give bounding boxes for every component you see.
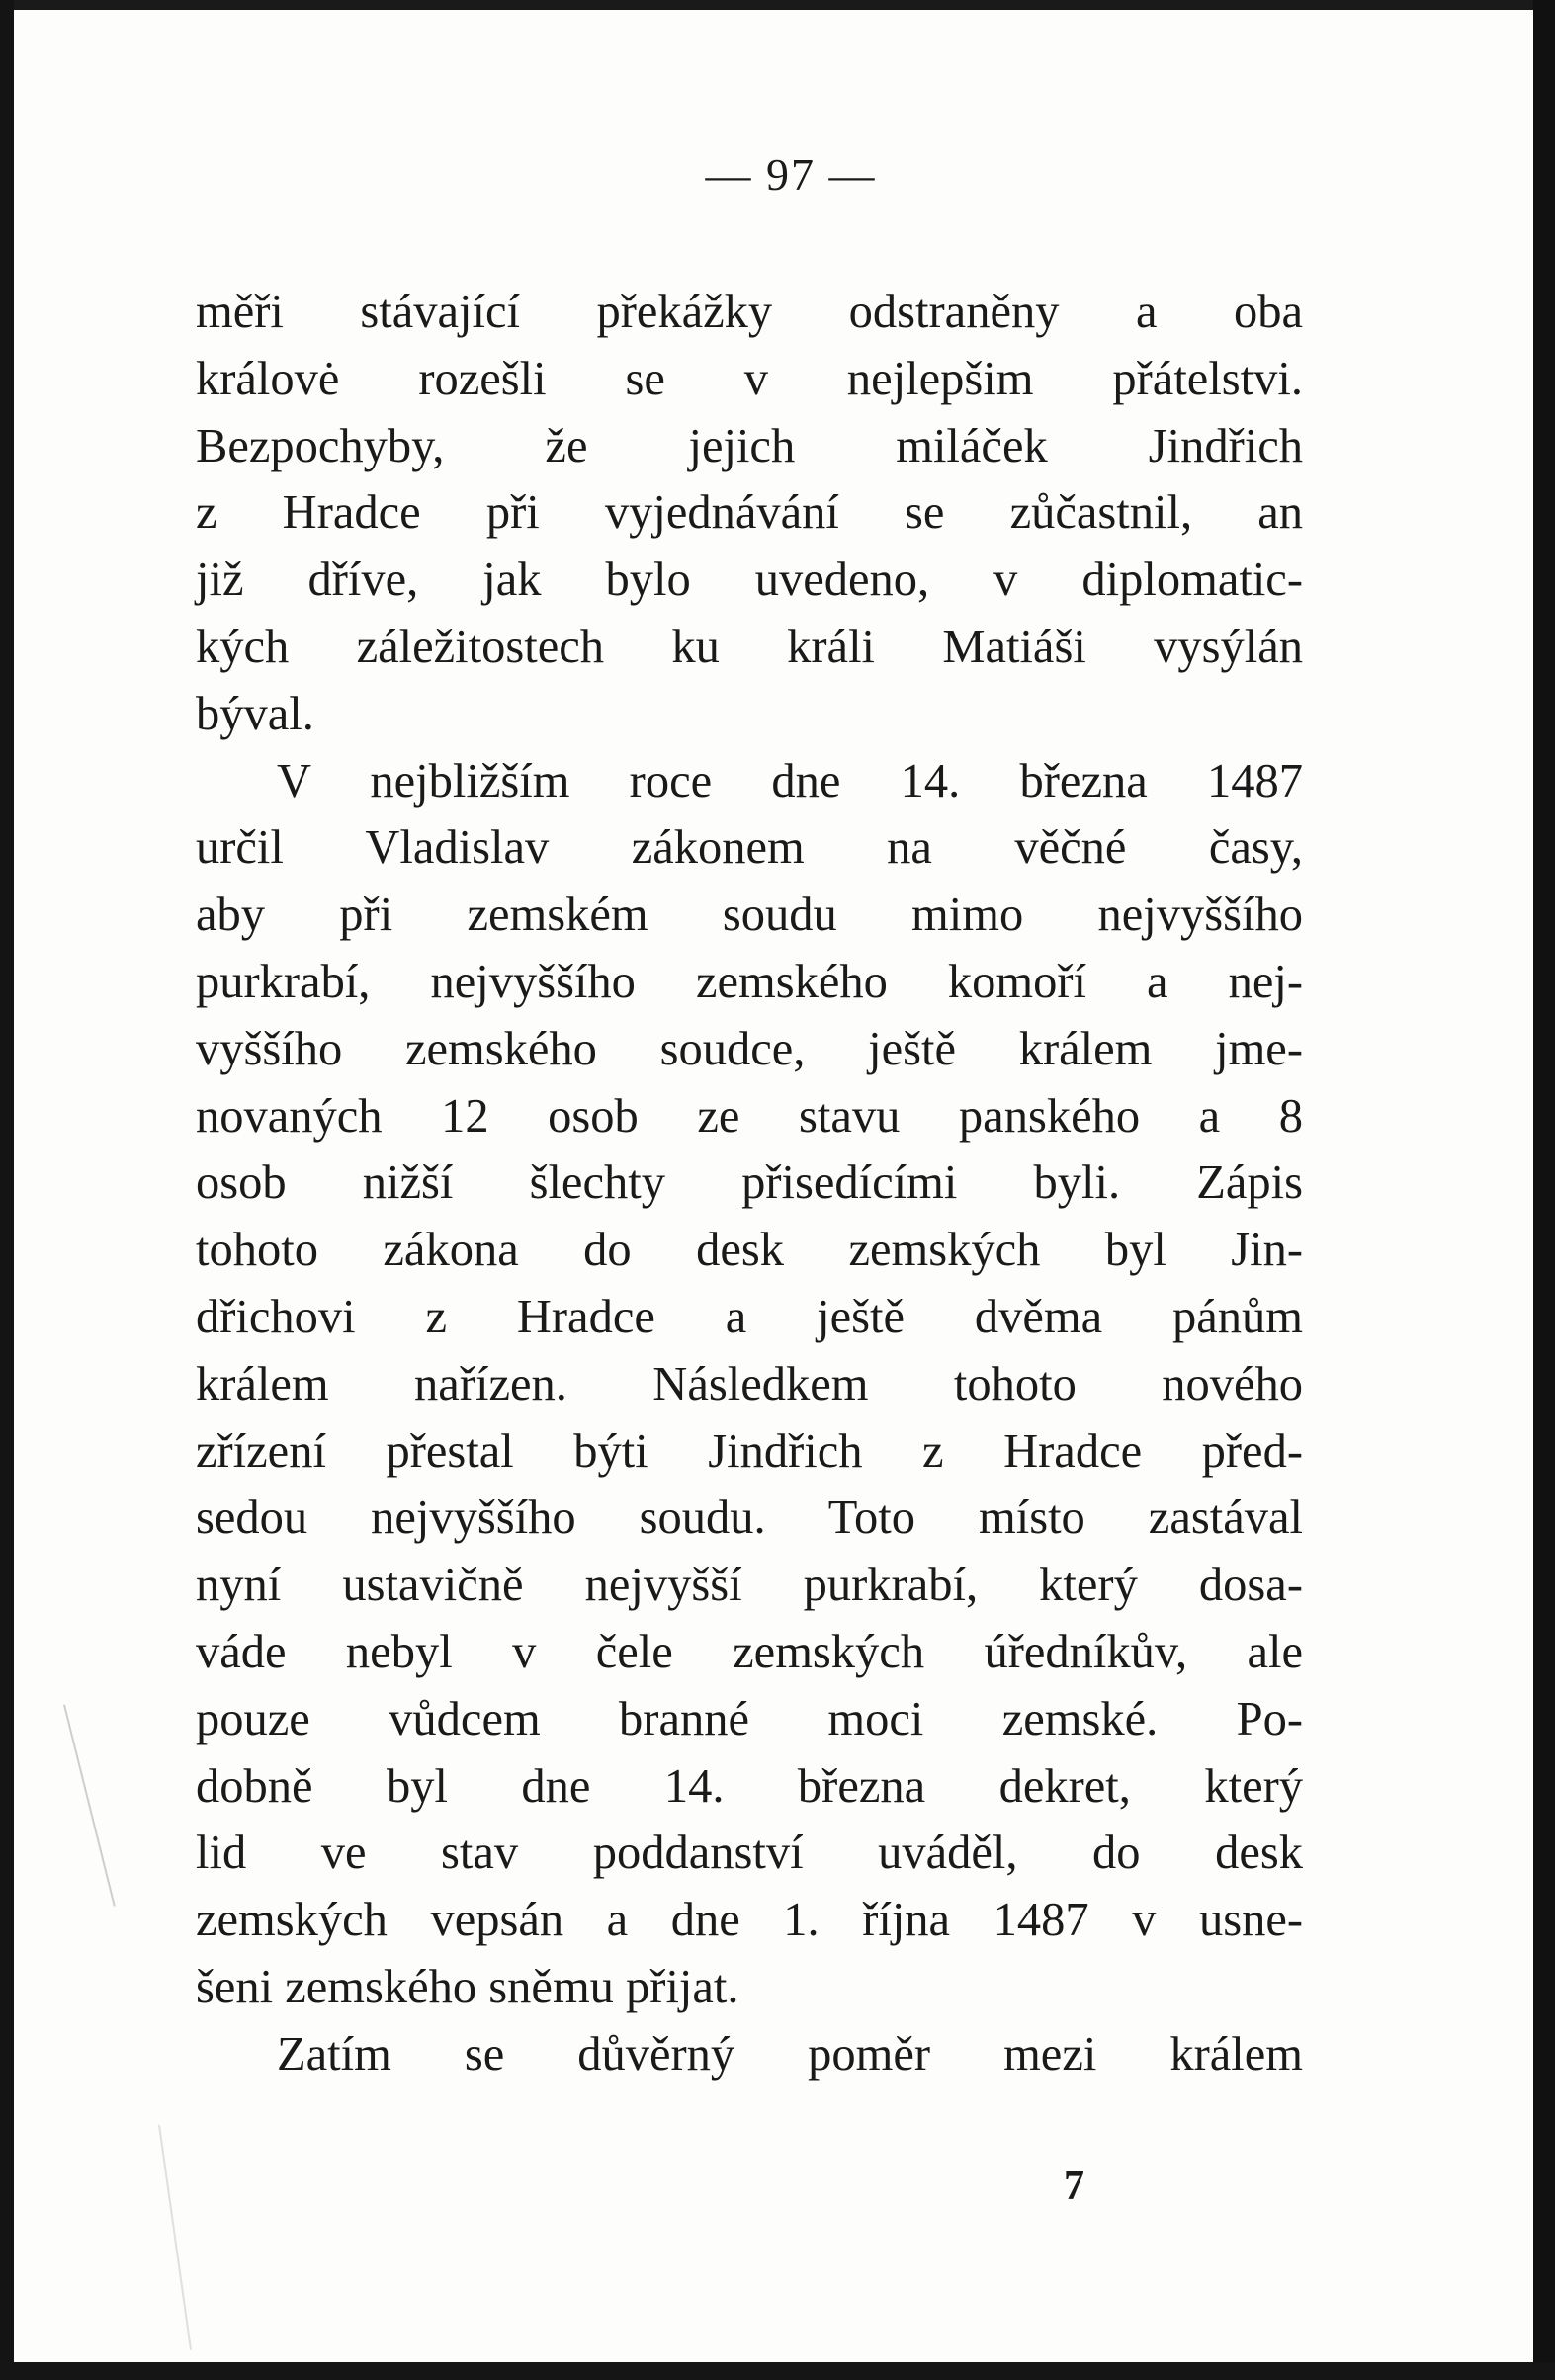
text-line: určil Vladislav zákonem na věčné časy, xyxy=(196,821,1303,875)
page-number: — 97 — xyxy=(705,149,877,200)
text-line: dobně byl dne 14. března dekret, který xyxy=(196,1759,1303,1813)
text-line: váde nebyl v čele zemských úředníkův, ale xyxy=(196,1625,1303,1678)
scan-scratch xyxy=(63,1705,116,1907)
text-line: sedou nejvyššího soudu. Toto místo zastával xyxy=(196,1491,1303,1545)
scan-edge-top xyxy=(0,0,1555,10)
text-line: měři stávající překážky odstraněny a oba xyxy=(196,286,1303,338)
text-line: nyní ustavičně nejvyšší purkrabí, který dosa- xyxy=(196,1559,1303,1612)
text-line: novaných 12 osob ze stavu panského a 8 xyxy=(196,1089,1303,1143)
text-line: osob nižší šlechty přisedícími byli. Zápis xyxy=(196,1156,1303,1210)
text-line: vyššího zemského soudce, ještě králem jme- xyxy=(196,1022,1303,1075)
text-line: králem nařízen. Následkem tohoto nového xyxy=(196,1357,1303,1410)
text-line: pouze vůdcem branné moci zemské. Po- xyxy=(196,1692,1303,1745)
scan-edge-left xyxy=(0,0,14,2380)
text-line: zemských vepsán a dne 1. října 1487 v usne- xyxy=(196,1894,1303,1947)
text-line: tohoto zákona do desk zemských byl Jin- xyxy=(196,1224,1303,1277)
text-line: šeni zemského sněmu přijat. xyxy=(196,1960,739,2013)
scan-scratch xyxy=(158,2125,192,2350)
text-line: kých záležitostech ku králi Matiáši vysýlán xyxy=(196,620,1303,673)
text-line: býval. xyxy=(196,687,314,740)
text-line: dřichovi z Hradce a ještě dvěma pánům xyxy=(196,1290,1303,1343)
body-text xyxy=(196,279,1303,2088)
text-line: královė rozešli se v nejlepšim přátelstvi. xyxy=(196,352,1303,405)
text-line: purkrabí, nejvyššího zemského komoří a nej- xyxy=(196,955,1303,1008)
text-line: z Hradce při vyjednávání se zůčastnil, an xyxy=(196,486,1303,540)
scan-edge-bottom xyxy=(0,2362,1555,2380)
text-line: zřízení přestal býti Jindřich z Hradce před- xyxy=(196,1424,1303,1478)
text-line: již dříve, jak bylo uvedeno, v diplomatic- xyxy=(196,553,1303,607)
paragraph-start-line: Zatím se důvěrný poměr mezi králem xyxy=(277,2027,1303,2081)
text-line: lid ve stav poddanství uváděl, do desk xyxy=(196,1827,1303,1880)
text-line: Bezpochyby, že jejich miláček Jindřich xyxy=(196,419,1303,472)
signature-mark: 7 xyxy=(1064,2164,1084,2209)
scan-edge-right xyxy=(1533,0,1555,2380)
paragraph-start-line: V nejbližším roce dne 14. března 1487 xyxy=(277,754,1303,808)
text-line: aby při zemském soudu mimo nejvyššího xyxy=(196,889,1303,942)
